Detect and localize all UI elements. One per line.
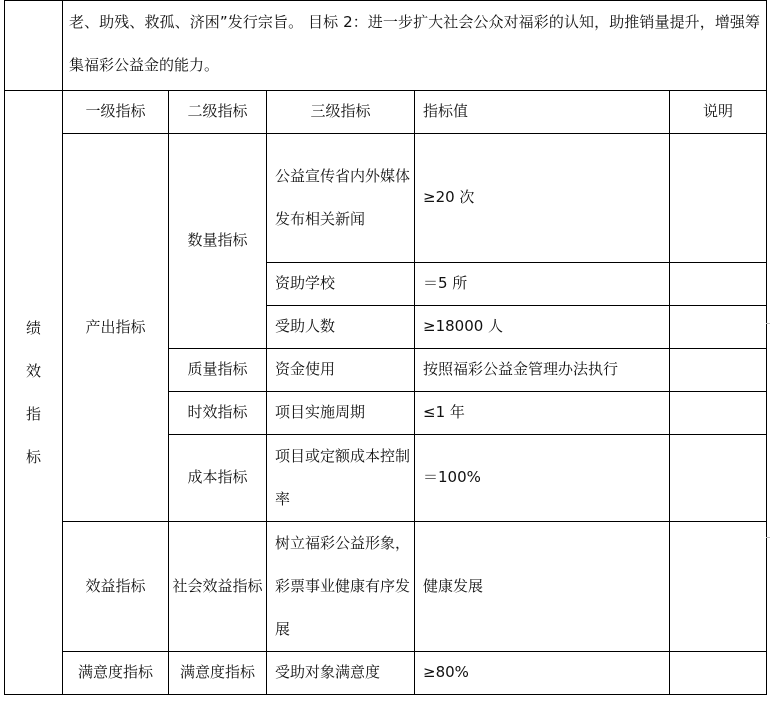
note-cell xyxy=(670,134,767,263)
level3-cell: 受助对象满意度 xyxy=(267,652,415,695)
margin-mark xyxy=(766,323,770,324)
table-row xyxy=(5,134,767,263)
value-cell: ≥20 次 xyxy=(415,134,670,263)
group-satisfaction: 满意度指标 xyxy=(63,652,169,695)
note-cell xyxy=(670,263,767,306)
header-row xyxy=(5,91,767,134)
margin-mark xyxy=(766,537,770,538)
level2-cost: 成本指标 xyxy=(169,435,267,522)
level3-cell: 项目或定额成本控制率 xyxy=(267,435,415,522)
value-cell: 健康发展 xyxy=(415,522,670,652)
value-cell: ≥80% xyxy=(415,652,670,695)
objective-label-cell xyxy=(5,1,63,91)
group-benefit: 效益指标 xyxy=(63,522,169,652)
note-cell xyxy=(670,392,767,435)
level3-cell: 受助人数 xyxy=(267,306,415,349)
objective-text: 老、助残、救孤、济困”发行宗旨。 目标 2：进一步扩大社会公众对福彩的认知，助推销量提升，增强筹集福彩公益金的能力。 xyxy=(63,1,767,91)
header-level1: 一级指标 xyxy=(63,91,169,134)
table-row xyxy=(5,522,767,652)
note-cell xyxy=(670,349,767,392)
header-value: 指标值 xyxy=(415,91,670,134)
value-cell: ＝100% xyxy=(415,435,670,522)
level2-quality: 质量指标 xyxy=(169,349,267,392)
level3-cell: 树立福彩公益形象，彩票事业健康有序发展 xyxy=(267,522,415,652)
performance-indicator-table xyxy=(4,0,767,695)
header-level2: 二级指标 xyxy=(169,91,267,134)
group-output: 产出指标 xyxy=(63,134,169,522)
objective-row xyxy=(5,1,767,91)
note-cell xyxy=(670,652,767,695)
section-label-performance: 绩 效 指 标 xyxy=(5,91,63,695)
level3-cell: 资助学校 xyxy=(267,263,415,306)
level3-cell: 公益宣传省内外媒体发布相关新闻 xyxy=(267,134,415,263)
note-cell xyxy=(670,522,767,652)
note-cell xyxy=(670,306,767,349)
level2-social: 社会效益指标 xyxy=(169,522,267,652)
value-cell: ≥18000 人 xyxy=(415,306,670,349)
value-cell: 按照福彩公益金管理办法执行 xyxy=(415,349,670,392)
table-row xyxy=(5,652,767,695)
level2-quantity: 数量指标 xyxy=(169,134,267,349)
value-cell: ＝5 所 xyxy=(415,263,670,306)
level3-cell: 项目实施周期 xyxy=(267,392,415,435)
header-level3: 三级指标 xyxy=(267,91,415,134)
level2-timeliness: 时效指标 xyxy=(169,392,267,435)
note-cell xyxy=(670,435,767,522)
level3-cell: 资金使用 xyxy=(267,349,415,392)
header-note: 说明 xyxy=(670,91,767,134)
value-cell: ≤1 年 xyxy=(415,392,670,435)
level2-satisfaction: 满意度指标 xyxy=(169,652,267,695)
